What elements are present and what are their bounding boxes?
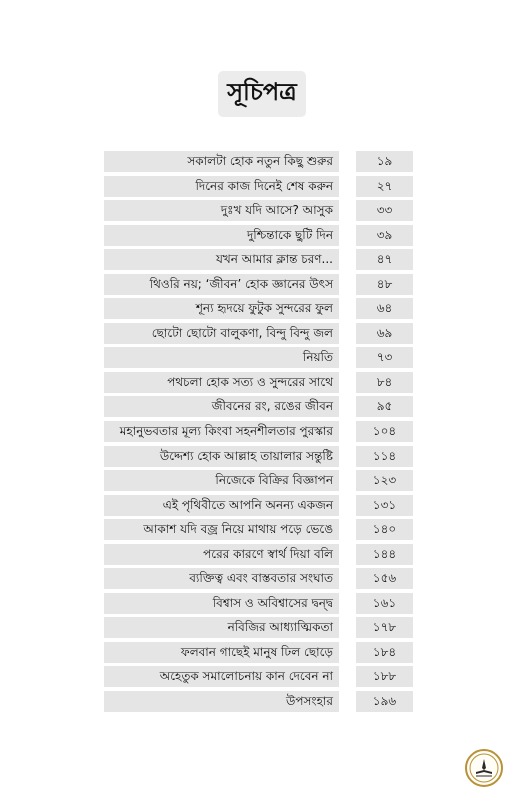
toc-row [104,446,413,467]
toc-entry-title: পরের কারণে স্বার্থ দিয়া বলি [104,544,339,565]
toc-page-number: ১৬১ [356,593,413,614]
toc-entry-title: ফলবান গাছেই মানুষ ঢিল ছোড়ে [104,642,339,663]
toc-page-number: ৮৪ [356,372,413,393]
toc-page-number: ৬৯ [356,323,413,344]
toc-entry-title: দিনের কাজ দিনেই শেষ করুন [104,176,339,197]
toc-entry-title: দুঃখ যদি আসে? আসুক [104,200,339,221]
page-title: সূচিপত্র [218,71,306,117]
toc-page-number: ৪৮ [356,274,413,295]
toc-page-number: ১৭৮ [356,617,413,638]
toc-entry-title: শূন্য হৃদয়ে ফুটুক সুন্দরের ফুল [104,298,339,319]
toc-page-number: ৩৯ [356,225,413,246]
toc-row [104,298,413,319]
toc-entry-title: জীবনের রং, রঙের জীবন [104,396,339,417]
toc-entry-title: অহেতুক সমালোচনায় কান দেবেন না [104,666,339,687]
toc-row [104,691,413,712]
toc-page-number: ১৫৬ [356,568,413,589]
toc-row [104,642,413,663]
toc-row [104,151,413,172]
toc-entry-title: বিশ্বাস ও অবিশ্বাসের দ্বন্দ্ব [104,593,339,614]
toc-entry-title: নবিজির আধ্যাত্মিকতা [104,617,339,638]
toc-row [104,519,413,540]
toc-entry-title: দুশ্চিন্তাকে ছুটি দিন [104,225,339,246]
toc-entry-title: আকাশ যদি বজ্র নিয়ে মাথায় পড়ে ভেঙে [104,519,339,540]
toc-entry-title: মহানুভবতার মূল্য কিংবা সহনশীলতার পুরস্কার [104,421,339,442]
toc-entry-title: থিওরি নয়; ‘জীবন’ হোক জ্ঞানের উৎস [104,274,339,295]
table-of-contents [104,151,413,716]
toc-page-number: ১০৪ [356,421,413,442]
toc-entry-title: নিজেকে বিক্রির বিজ্ঞাপন [104,470,339,491]
toc-row [104,274,413,295]
toc-row [104,593,413,614]
toc-page-number: ১৪৪ [356,544,413,565]
publisher-logo-icon [465,749,503,787]
toc-entry-title: যখন আমার ক্লান্ত চরণ... [104,249,339,270]
toc-page-number: ৭৩ [356,347,413,368]
toc-page-number: ১১৪ [356,446,413,467]
toc-entry-title: নিয়তি [104,347,339,368]
toc-row [104,396,413,417]
toc-entry-title: সকালটা হোক নতুন কিছু শুরুর [104,151,339,172]
toc-page-number: ১৯ [356,151,413,172]
toc-page-number: ৯৫ [356,396,413,417]
toc-entry-title: ব্যক্তিত্ব এবং বাস্তবতার সংঘাত [104,568,339,589]
toc-page-number: ৪৭ [356,249,413,270]
toc-row [104,323,413,344]
toc-row [104,568,413,589]
toc-entry-title: এই পৃথিবীতে আপনি অনন্য একজন [104,495,339,516]
toc-page-number: ১৮৪ [356,642,413,663]
toc-entry-title: ছোটো ছোটো বালুকণা, বিন্দু বিন্দু জল [104,323,339,344]
toc-page-number: ৬৪ [356,298,413,319]
toc-row [104,249,413,270]
toc-page-number: ১৯৬ [356,691,413,712]
toc-row [104,200,413,221]
toc-entry-title: উপসংহার [104,691,339,712]
toc-page-number: ১৪০ [356,519,413,540]
toc-row [104,470,413,491]
toc-entry-title: উদ্দেশ্য হোক আল্লাহ তায়ালার সন্তুষ্টি [104,446,339,467]
toc-entry-title: পথচলা হোক সত্য ও সুন্দরের সাথে [104,372,339,393]
toc-row [104,372,413,393]
toc-row [104,176,413,197]
toc-row [104,421,413,442]
toc-row [104,347,413,368]
toc-row [104,617,413,638]
toc-page-number: ১৮৮ [356,666,413,687]
toc-row [104,225,413,246]
toc-page-number: ৩৩ [356,200,413,221]
toc-row [104,544,413,565]
toc-page-number: ১৩১ [356,495,413,516]
toc-row [104,495,413,516]
toc-page-number: ২৭ [356,176,413,197]
toc-row [104,666,413,687]
toc-page-number: ১২৩ [356,470,413,491]
